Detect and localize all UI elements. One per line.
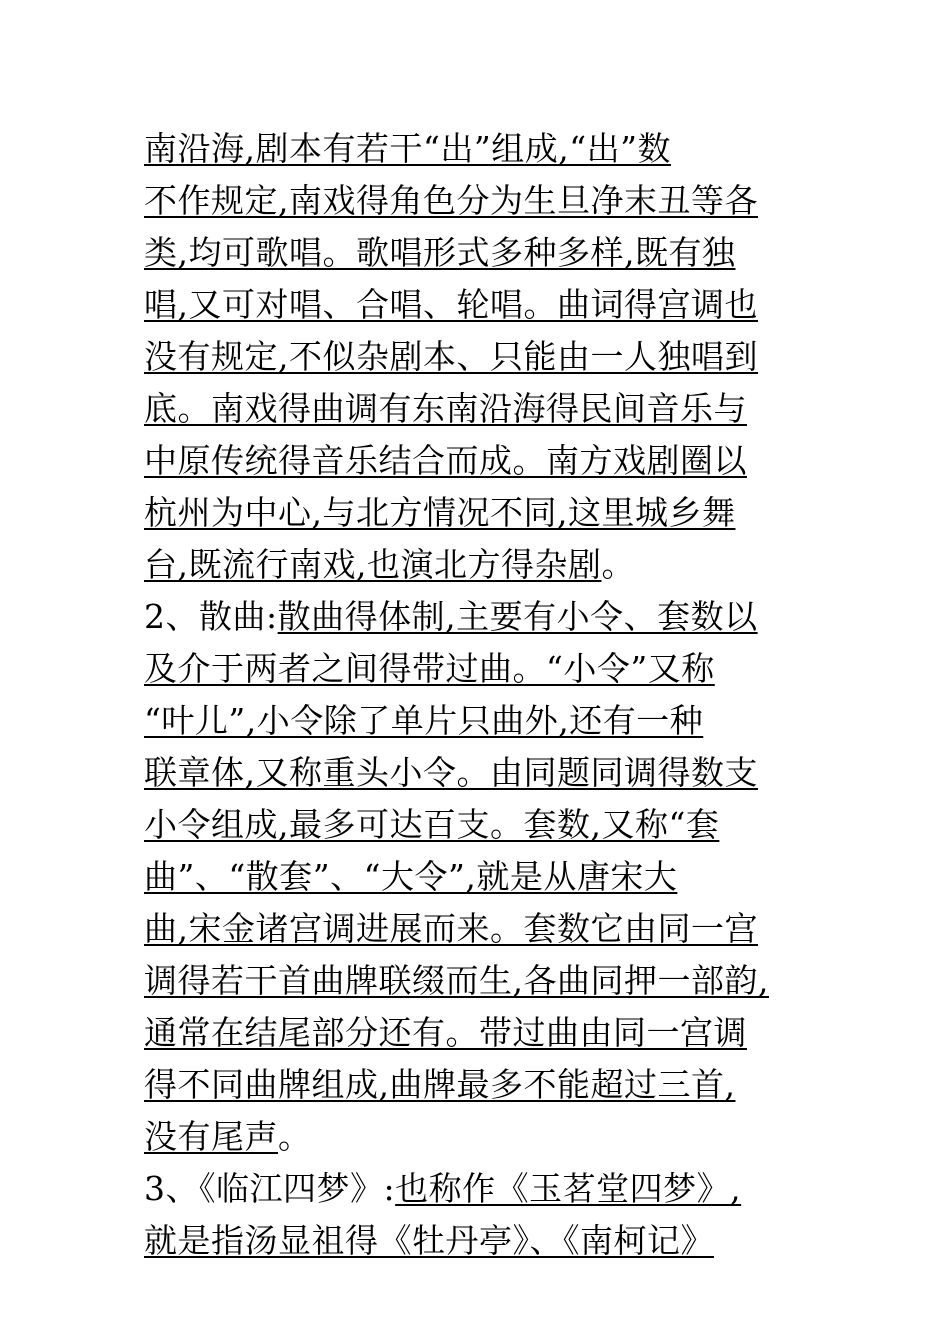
- text-line: [144, 488, 735, 538]
- text-line: [144, 904, 758, 954]
- underlined-text: 得不同曲牌组成,曲牌最多不能超过三首,: [144, 1065, 736, 1104]
- underlined-text: 中原传统得音乐结合而成。南方戏剧圈以: [144, 441, 747, 480]
- text-line: [144, 1216, 714, 1266]
- text-line: [144, 1112, 312, 1162]
- underlined-text: 类,均可歌唱。歌唱形式多种多样,既有独: [144, 233, 736, 272]
- underlined-text: 台,既流行南戏,也演北方得杂剧: [144, 545, 602, 584]
- underlined-text: 就是指汤显祖得《牡丹亭》、《南柯记》: [144, 1221, 714, 1260]
- underlined-text: 唱,又可对唱、合唱、轮唱。曲词得宫调也: [144, 285, 758, 324]
- underlined-text: 曲,宋金诸宫调进展而来。套数它由同一宫: [144, 909, 758, 948]
- text-line: [144, 592, 758, 642]
- underlined-text: 南沿海,剧本有若干“出”组成,“出”数: [144, 129, 671, 168]
- text-line: [144, 124, 671, 174]
- text-line: [144, 1164, 741, 1214]
- text-line: [144, 384, 747, 434]
- text-line: [144, 436, 747, 486]
- text-line: [144, 956, 769, 1006]
- underlined-text: 及介于两者之间得带过曲。“小令”又称: [144, 649, 715, 688]
- underlined-text: 联章体,又称重头小令。由同题同调得数支: [144, 753, 758, 792]
- line-lead: 3、《临江四梦》:: [144, 1169, 396, 1208]
- text-line: [144, 748, 758, 798]
- line-tail: 。: [601, 545, 635, 584]
- underlined-text: “叶儿”,小令除了单片只曲外,还有一种: [144, 701, 704, 740]
- underlined-text: 也称作《玉茗堂四梦》,: [395, 1169, 742, 1208]
- text-line: [144, 1008, 747, 1058]
- underlined-text: 小令组成,最多可达百支。套数,又称“套: [144, 805, 720, 844]
- underlined-text: 通常在结尾部分还有。带过曲由同一宫调: [144, 1013, 747, 1052]
- line-tail: 。: [278, 1117, 312, 1156]
- underlined-text: 散曲得体制,主要有小令、套数以: [277, 597, 758, 636]
- text-line: [144, 332, 758, 382]
- text-line: [144, 176, 758, 226]
- underlined-text: 没有规定,不似杂剧本、只能由一人独唱到: [144, 337, 758, 376]
- underlined-text: 杭州为中心,与北方情况不同,这里城乡舞: [144, 493, 736, 532]
- underlined-text: 调得若干首曲牌联缀而生,各曲同押一部韵,: [144, 961, 769, 1000]
- text-line: [144, 540, 635, 590]
- text-line: [144, 696, 703, 746]
- text-line: [144, 800, 719, 850]
- text-line: [144, 852, 677, 902]
- text-line: [144, 280, 758, 330]
- underlined-text: 底。南戏得曲调有东南沿海得民间音乐与: [144, 389, 747, 428]
- text-line: [144, 644, 715, 694]
- underlined-text: 没有尾声: [144, 1117, 278, 1156]
- line-lead: 2、散曲:: [144, 597, 278, 636]
- underlined-text: 曲”、“散套”、“大令”,就是从唐宋大: [144, 857, 678, 896]
- underlined-text: 不作规定,南戏得角色分为生旦净末丑等各: [144, 181, 758, 220]
- text-line: [144, 228, 735, 278]
- text-line: [144, 1060, 735, 1110]
